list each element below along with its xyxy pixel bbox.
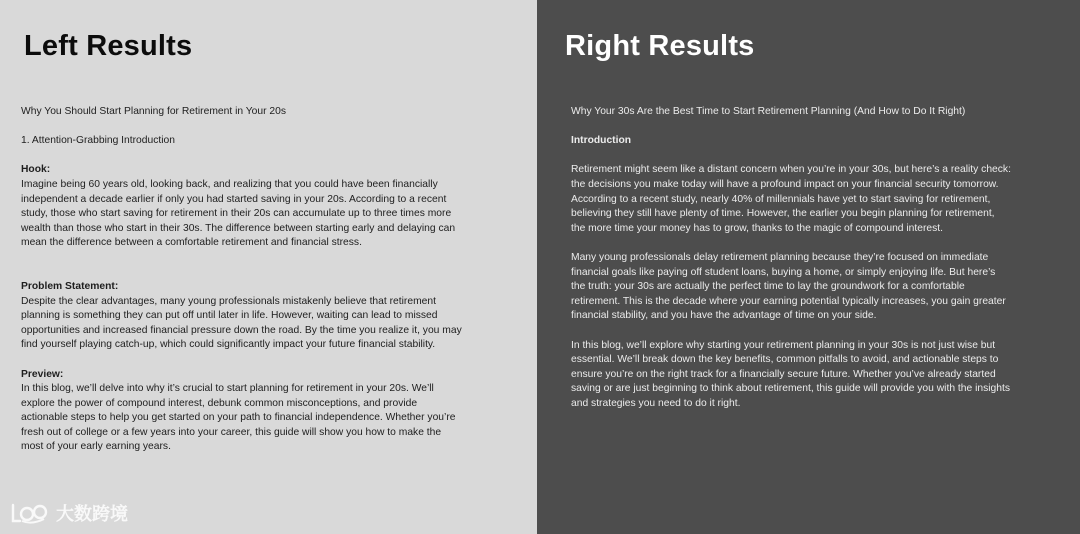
left-results-panel [0,0,537,534]
right-paragraph-1: Retirement might seem like a distant concern when you’re in your 30s, but here’s a reality check: the decisions you make today will have a profound impact on your financial security tomorrow. According to a recent study, nearly 40% of millennials have yet to start saving for retirement, believing they still have plenty of time. However, the earlier you begin planning for retirement, the more time your money has to grow, thanks to the magic of compound interest. [571,164,1011,234]
right-results-heading: Right Results [565,30,755,62]
introduction-label: Introduction [571,135,632,147]
watermark [10,500,128,526]
hook-text: Imagine being 60 years old, looking back, and realizing that you could have been financially independent a decade earlier if only you had started saving in your 20s. According to a recent study, those who start saving for retirement in their 20s can accumulate up to three times more wealth than those who start in their 30s. The difference between starting early and delaying can mean the difference between a comfortable retirement and financial stress. [21,178,456,249]
left-results-body [21,105,466,455]
right-results-panel [537,0,1080,534]
preview-label: Preview: [21,368,64,380]
left-results-heading: Left Results [24,30,193,62]
hook-label: Hook: [21,164,51,176]
preview-text: In this blog, we’ll delve into why it’s crucial to start planning for retirement in your 20s. We’ll explore the power of compound interest, debunk common misconceptions, and provide actionable steps to help you get started on your path to financial independence. Whether you’re fresh out of college or a few years into your career, this guide will show you how to make the most of your early earning years. [21,383,456,453]
watermark-text: 大数跨境 [56,504,128,524]
problem-text: Despite the clear advantages, many young professionals mistakenly believe that retirement planning is something they can put off until later in life. However, waiting can lead to missed opportunities and increased financial pressure down the road. By the time you realize it, you may find yourself playing catch-up, which could significantly impact your future financial stability. [21,295,462,351]
left-section-label: 1. Attention-Grabbing Introduction [21,135,175,147]
right-paragraph-3: In this blog, we’ll explore why starting your retirement planning in your 30s is not just wise but essential. We’ll break down the key benefits, common pitfalls to avoid, and actionable steps to ensure you’re on the right track for a financially secure future. Whether you’ve already started saving or are just beginning to think about retirement, this guide will provide you with the insights and strategies you need to do it right. [571,339,1011,409]
right-paragraph-2: Many young professionals delay retirement planning because they’re focused on immediate financial goals like paying off student loans, buying a home, or simply enjoying life. But here’s the truth: your 30s are actually the perfect time to lay the groundwork for a comfortable retirement. This is the decade where your earning potential typically increases, you gain greater financial stability, and you have the advantage of time on your side. [571,251,1006,322]
right-results-body [571,105,1011,411]
brand-logo-icon [10,501,50,525]
right-article-title: Why Your 30s Are the Best Time to Start Retirement Planning (And How to Do It Right) [571,106,966,117]
left-hook [21,163,466,251]
left-preview [21,368,466,456]
left-problem [21,280,466,353]
left-article-title: Why You Should Start Planning for Retirement in Your 20s [21,106,287,117]
problem-label: Problem Statement: [21,280,119,292]
